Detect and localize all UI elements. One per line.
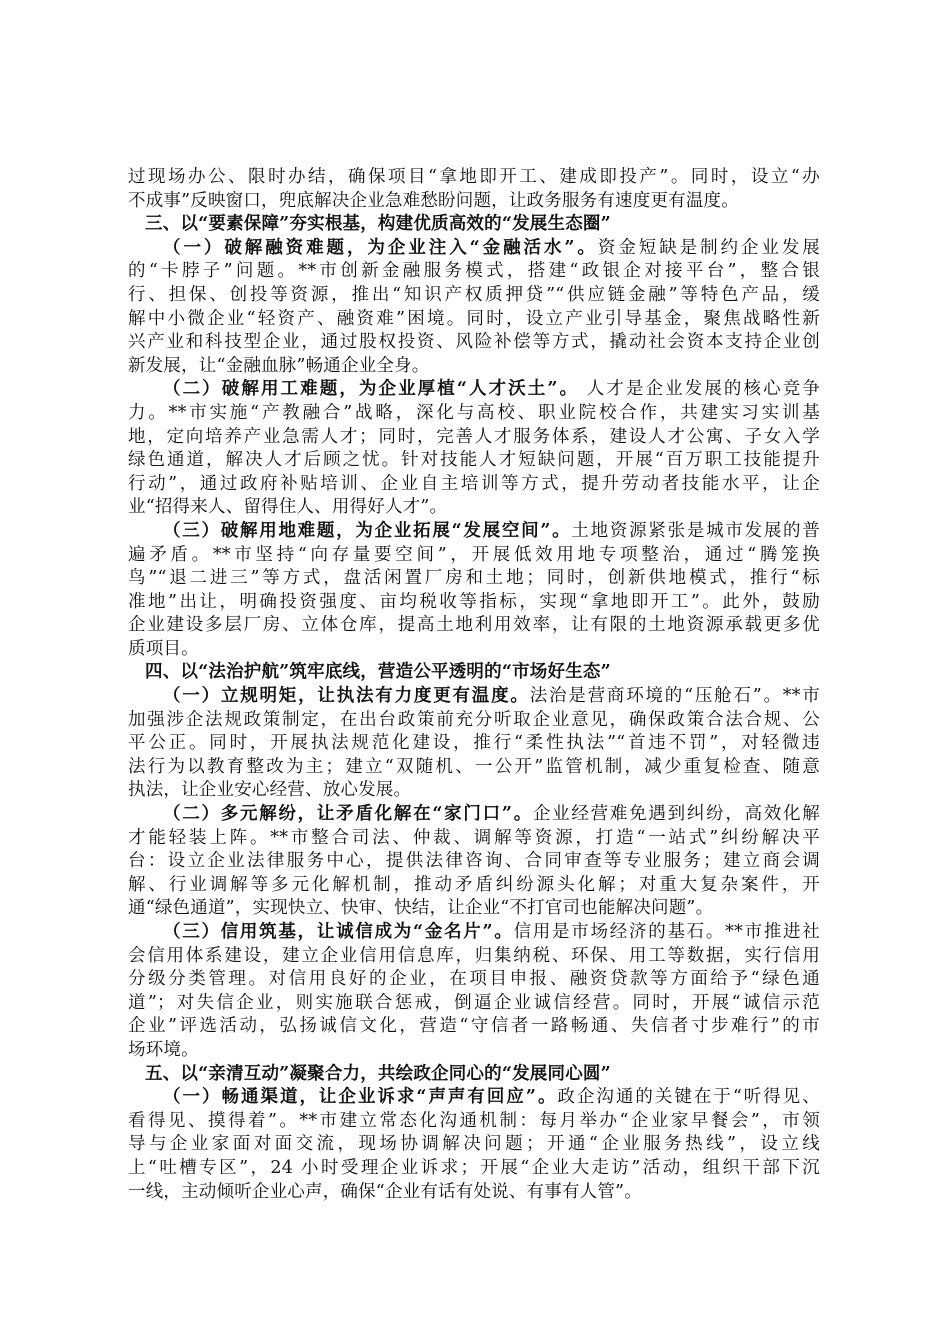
paragraph-line: 绿色通道，解决人才后顾之忧。针对技能人才短缺问题，开展“百万职工技能提升 [128, 450, 820, 471]
paragraph-line-end: 通“绿色通道”，实现快立、快审、快结，让企业“不打官司也能解决问题”。 [128, 898, 714, 919]
section-heading: 五、以“亲清互动”凝聚合力，共绘政企同心的“发展同心圆” [145, 1063, 611, 1084]
subsection-paragraph-start [128, 921, 820, 945]
paragraph-line-end: 一线，主动倾听企业心声，确保“企业有话有处说、有事有人管”。 [128, 1181, 642, 1202]
subsection-paragraph-start [128, 520, 820, 544]
paragraph-line: 加强涉企法规政策制定，在出台政策前充分听取企业意见，确保政策合法合规、公 [128, 709, 820, 730]
paragraph-line: 平公正。同时，开展执法规范化建设，推行“柔性执法”“首违不罚”，对轻微违 [128, 733, 820, 754]
paragraph-text: 资金短缺是制约企业发展 [597, 237, 821, 258]
subsection-paragraph-start [128, 237, 820, 261]
document-page [128, 166, 820, 1204]
paragraph-line: 会信用体系建设，建立企业信用信息库，归集纳税、环保、用工等数据，实行信用 [128, 945, 820, 966]
subsection-title: （二）多元解纷，让矛盾化解在“家门口”。 [163, 804, 533, 825]
subsection-paragraph-start [128, 685, 820, 709]
subsection-title: （一）立规明矩，让执法有力度更有温度。 [163, 686, 530, 707]
paragraph-line: 兴产业和科技型企业，通过股权投资、风险补偿等方式，撬动社会资本支持企业创 [128, 332, 820, 353]
paragraph-line: 的“卡脖子”问题。**市创新金融服务模式，搭建“政银企对接平台”，整合银 [128, 261, 820, 282]
paragraph-line-end: 新发展，让“金融血脉”畅通企业全身。 [128, 355, 430, 376]
paragraph-line-end: 执法，让企业安心经营、放心发展。 [128, 780, 412, 801]
subsection-paragraph-start [128, 803, 820, 827]
subsection-paragraph-start [128, 1086, 820, 1110]
paragraph-line: 企业建设多层厂房、立体仓库，提高土地利用效率，让有限的土地资源承载更多优 [128, 615, 820, 636]
section-heading: 三、以“要素保障”夯实根基，构建优质高效的“发展生态圈” [145, 214, 611, 235]
paragraph-line: 道”；对失信企业，则实施联合惩戒，倒逼企业诚信经营。同时，开展“诚信示范 [128, 992, 820, 1013]
paragraph-text: 企业经营难免遇到纠纷，高效化解 [532, 804, 820, 825]
paragraph-line: 准地”出让，明确投资强度、亩均税收等指标，实现“拿地即开工”。此外，鼓励 [128, 591, 820, 612]
paragraph-text: 法治是营商环境的“压舱石”。**市 [529, 686, 820, 707]
paragraph-line: 力。**市实施“产教融合”战略，深化与高校、职业院校合作，共建实习实训基 [128, 402, 820, 423]
paragraph-text: 人才是企业发展的核心竞争 [579, 379, 820, 400]
paragraph-line-end: 业“招得来人、留得住人、用得好人才”。 [128, 497, 448, 518]
paragraph-line: 地，定向培养产业急需人才；同时，完善人才服务体系，建设人才公寓、子女入学 [128, 426, 820, 447]
paragraph-line: 才能轻装上阵。**市整合司法、仲裁、调解等资源，打造“一站式”纠纷解决平 [128, 827, 820, 848]
subsection-title: （三）破解用地难题，为企业拓展“发展空间”。 [163, 520, 572, 541]
paragraph-line: 法行为以教育整改为主；建立“双随机、一公开”监管机制，减少重复检查、随意 [128, 756, 820, 777]
paragraph-text: 政企沟通的关键在于“听得见、 [557, 1087, 820, 1108]
paragraph-line: 鸟”“退二进三”等方式，盘活闲置厂房和土地；同时，创新供地模式，推行“标 [128, 568, 820, 589]
paragraph-line: 过现场办公、限时办结，确保项目“拿地即开工、建成即投产”。同时，设立“办 [128, 167, 820, 187]
paragraph-line: 解中小微企业“轻资产、融资难”困境。同时，设立产业引导基金，聚焦战略性新 [128, 308, 820, 329]
subsection-paragraph-start [128, 378, 820, 402]
subsection-title: （一）破解融资难题，为企业注入“金融活水”。 [163, 237, 598, 258]
section-heading: 四、以“法治护航”筑牢底线，营造公平透明的“市场好生态” [145, 662, 611, 683]
subsection-title: （三）信用筑基，让诚信成为“金名片”。 [163, 922, 514, 942]
paragraph-line: 企业”评选活动，弘扬诚信文化，营造“守信者一路畅通、失信者寸步难行”的市 [128, 1016, 820, 1037]
paragraph-line: 行、担保、创投等资源，推出“知识产权质押贷”“供应链金融”等特色产品，缓 [128, 284, 820, 305]
paragraph-line: 分级分类管理。对信用良好的企业，在项目申报、融资贷款等方面给予“绿色通 [128, 969, 820, 990]
paragraph-line-end: 不成事”反映窗口，兜底解决企业急难愁盼问题，让政务服务有速度更有温度。 [128, 190, 739, 211]
paragraph-line: 行动”，通过政府补贴培训、企业自主培训等方式，提升劳动者技能水平，让企 [128, 473, 820, 494]
paragraph-line: 台：设立企业法律服务中心，提供法律咨询、合同审查等专业服务；建立商会调 [128, 851, 820, 872]
paragraph-text: 信用是市场经济的基石。**市推进社 [513, 922, 820, 942]
paragraph-line-end: 场环境。 [128, 1039, 199, 1060]
paragraph-line: 导与企业家面对面交流，现场协调解决问题；开通“企业服务热线”，设立线 [128, 1134, 820, 1155]
paragraph-line: 遍矛盾。**市坚持“向存量要空间”，开展低效用地专项整治，通过“腾笼换 [128, 544, 820, 565]
paragraph-line: 上“吐槽专区”，24 小时受理企业诉求；开展“企业大走访”活动，组织干部下沉 [128, 1157, 820, 1178]
paragraph-line: 看得见、摸得着”。**市建立常态化沟通机制：每月举办“企业家早餐会”，市领 [128, 1110, 820, 1131]
paragraph-line-end: 质项目。 [128, 638, 199, 659]
paragraph-line: 解、行业调解等多元化解机制，推动矛盾纠纷源头化解；对重大复杂案件，开 [128, 874, 820, 895]
subsection-title: （一）畅通渠道，让企业诉求“声声有回应”。 [163, 1087, 558, 1108]
subsection-title: （二）破解用工难题，为企业厚植“人才沃土”。 [163, 379, 580, 400]
paragraph-text: 土地资源紧张是城市发展的普 [571, 520, 821, 541]
